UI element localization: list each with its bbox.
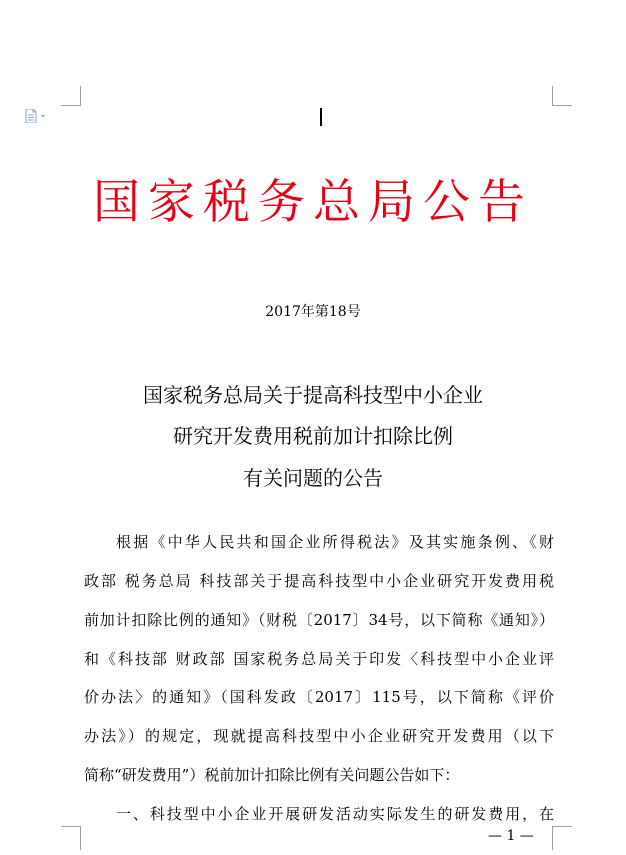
crop-mark-top-left-vertical <box>80 86 81 106</box>
body-line: 政部 税务总局 科技部关于提高科技型中小企业研究开发费用税 <box>84 572 554 590</box>
heading-line: 国家税务总局关于提高科技型中小企业 <box>143 383 483 407</box>
page-number: — 1 — <box>488 828 534 844</box>
crop-mark-top-right-horizontal <box>552 105 572 106</box>
document-number: 2017年第18号 <box>265 304 361 320</box>
body-line: 根据《中华人民共和国企业所得税法》及其实施条例、《财 <box>116 533 554 551</box>
heading-line: 有关问题的公告 <box>243 466 383 490</box>
text-cursor <box>320 108 322 126</box>
crop-mark-top-right-vertical <box>552 86 553 106</box>
document-title: 国家税务总局公告 <box>93 175 533 230</box>
body-line: 前加计扣除比例的通知》（财税〔2017〕34号，以下简称《通知》） <box>84 611 554 629</box>
body-line: 和《科技部 财政部 国家税务总局关于印发〈科技型中小企业评 <box>84 650 554 668</box>
crop-mark-bottom-left-horizontal <box>61 826 81 827</box>
body-line: 价办法〉的通知》（国科发政〔2017〕115号，以下简称《评价 <box>84 688 554 706</box>
crop-mark-bottom-right-horizontal <box>552 826 572 827</box>
body-line: 简称“研发费用”）税前加计扣除比例有关问题公告如下： <box>84 766 460 784</box>
crop-mark-bottom-right-vertical <box>552 826 553 850</box>
body-line: 办法》）的规定，现就提高科技型中小企业研究开发费用（以下 <box>84 727 554 745</box>
heading-line: 研究开发费用税前加计扣除比例 <box>173 424 453 448</box>
document-options-icon[interactable] <box>24 108 50 122</box>
crop-mark-top-left-horizontal <box>61 105 81 106</box>
crop-mark-bottom-left-vertical <box>80 826 81 850</box>
body-line: 一、科技型中小企业开展研发活动实际发生的研发费用，在 <box>116 805 554 823</box>
